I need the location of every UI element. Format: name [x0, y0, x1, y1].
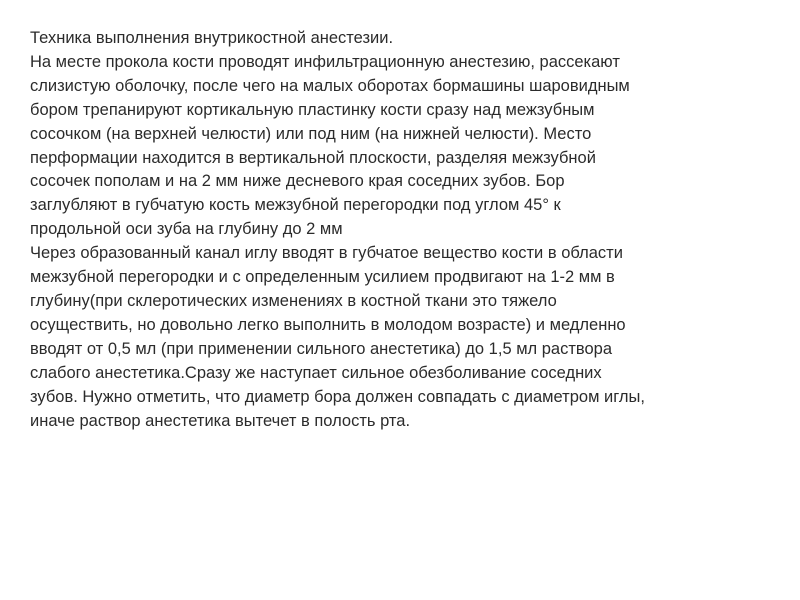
body-text: [30, 27, 775, 433]
text-line: слизистую оболочку, после чего на малых оборотах бормашины шаровидным: [30, 76, 630, 95]
text-line: сосочек пополам и на 2 мм ниже десневого края соседних зубов. Бор: [30, 172, 565, 191]
text-line: перформации находится в вертикальной плоскости, разделяя межзубной: [30, 148, 596, 167]
text-line: иначе раствор анестетика вытечет в полость рта.: [30, 411, 411, 430]
text-line: На месте прокола кости проводят инфильтрационную анестезию, рассекают: [30, 52, 620, 71]
text-line: сосочком (на верхней челюсти) или под ним (на нижней челюсти). Место: [30, 124, 592, 143]
text-line: Через образованный канал иглу вводят в губчатое вещество кости в области: [30, 244, 623, 263]
text-line: осуществить, но довольно легко выполнить в молодом возрасте) и медленно: [30, 315, 626, 334]
text-line: глубину(при склеротических изменениях в костной ткани это тяжело: [30, 291, 557, 310]
text-line: бором трепанируют кортикальную пластинку кости сразу над межзубным: [30, 100, 595, 119]
text-line: вводят от 0,5 мл (при применении сильного анестетика) до 1,5 мл раствора: [30, 339, 613, 358]
text-line: слабого анестетика.Сразу же наступает сильное обезболивание соседних: [30, 363, 602, 382]
text-line: заглубляют в губчатую кость межзубной перегородки под углом 45° к: [30, 196, 561, 215]
text-line: межзубной перегородки и с определенным усилием продвигают на 1-2 мм в: [30, 268, 615, 287]
heading-line: Техника выполнения внутрикостной анестезии.: [30, 29, 394, 47]
text-line: продольной оси зуба на глубину до 2 мм: [30, 220, 343, 239]
text-line: зубов. Нужно отметить, что диаметр бора должен совпадать с диаметром иглы,: [30, 387, 645, 406]
